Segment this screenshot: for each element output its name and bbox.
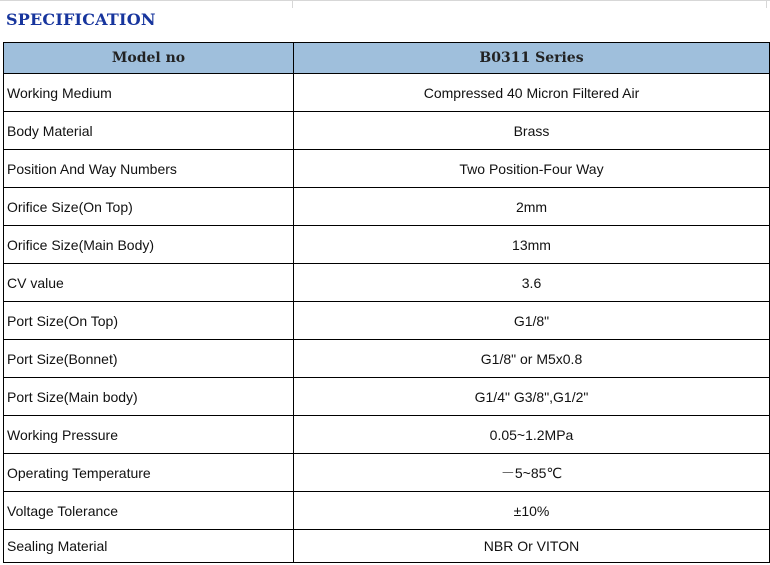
row-value: G1/8" <box>294 302 770 340</box>
table-row <box>4 340 770 378</box>
row-label: Sealing Material <box>4 530 294 563</box>
table-row <box>4 378 770 416</box>
row-value: Compressed 40 Micron Filtered Air <box>294 74 770 112</box>
table-row <box>4 264 770 302</box>
row-label: Body Material <box>4 112 294 150</box>
header-model-no: Model no <box>4 43 294 74</box>
row-label: Voltage Tolerance <box>4 492 294 530</box>
faint-divider-left <box>292 0 293 8</box>
table-row <box>4 454 770 492</box>
table-header-row <box>4 43 770 74</box>
row-label: Port Size(Main body) <box>4 378 294 416</box>
faint-divider-right <box>766 0 767 8</box>
header-series: B0311 Series <box>294 43 770 74</box>
table-row <box>4 416 770 454</box>
row-value: 13mm <box>294 226 770 264</box>
row-value: 0.05~1.2MPa <box>294 416 770 454</box>
table-row <box>4 226 770 264</box>
row-value: 3.6 <box>294 264 770 302</box>
row-value: Two Position-Four Way <box>294 150 770 188</box>
row-label: Port Size(Bonnet) <box>4 340 294 378</box>
table-row <box>4 302 770 340</box>
row-value: －5~85℃ <box>294 454 770 492</box>
row-label: Orifice Size(Main Body) <box>4 226 294 264</box>
page-title: SPECIFICATION <box>6 10 156 29</box>
row-value: G1/8" or M5x0.8 <box>294 340 770 378</box>
row-label: Orifice Size(On Top) <box>4 188 294 226</box>
row-label: Working Pressure <box>4 416 294 454</box>
table-row <box>4 74 770 112</box>
row-label: Working Medium <box>4 74 294 112</box>
row-label: Port Size(On Top) <box>4 302 294 340</box>
row-value: 2mm <box>294 188 770 226</box>
table-row <box>4 492 770 530</box>
table-row <box>4 188 770 226</box>
row-label: Operating Temperature <box>4 454 294 492</box>
table-row <box>4 150 770 188</box>
top-divider <box>0 0 770 1</box>
row-label: CV value <box>4 264 294 302</box>
table-row <box>4 530 770 563</box>
row-value: NBR Or VITON <box>294 530 770 563</box>
table-row <box>4 112 770 150</box>
row-value: G1/4" G3/8",G1/2" <box>294 378 770 416</box>
row-value: ±10% <box>294 492 770 530</box>
row-label: Position And Way Numbers <box>4 150 294 188</box>
specification-table <box>3 42 770 563</box>
row-value: Brass <box>294 112 770 150</box>
